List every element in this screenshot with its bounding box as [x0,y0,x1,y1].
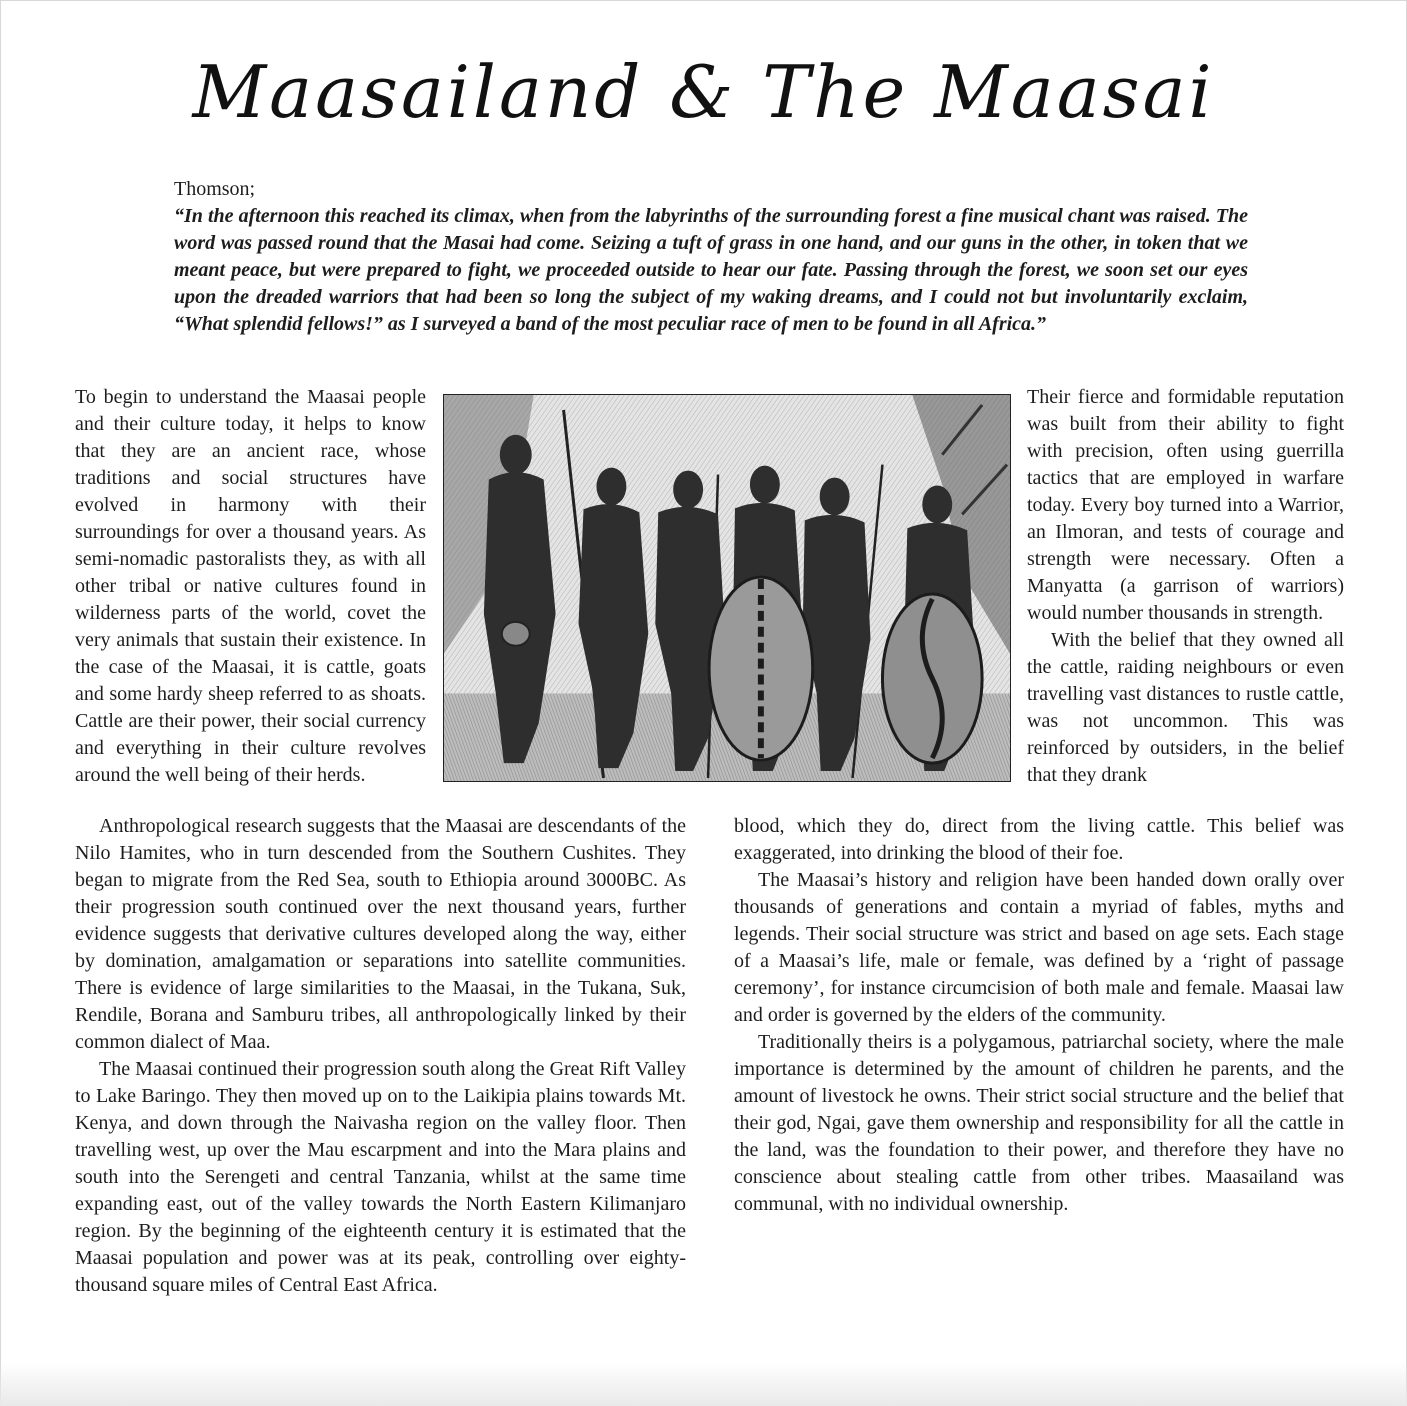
warriors-engraving-image [444,395,1010,781]
left-paragraph-3: The Maasai continued their progression south along the Great Rift Valley to Lake Baringo. They then moved up on to the Laikipia plains towards Mt. Kenya, and down through the Naivasha region on the valley floor. Then travelling west, up over the Mau escarpment and into the Mara plains and south into the Serengeti and central Tanzania, whilst at the same time expanding east, out of the valley towards the North Eastern Kilimanjaro region. By the beginning of the eighteenth century it is estimated that the Maasai population and power was at its peak, controlling over eighty-thousand square miles of Central East Africa. [75,1058,686,1296]
right-column-top [1027,384,1344,789]
maasai-warriors-illustration [443,394,1011,782]
intro-quote-block [174,176,1248,338]
left-paragraph-1: To begin to understand the Maasai people and their culture today, it helps to know that they are an ancient race, whose traditions and social structures have evolved in harmony with their surroundings for over a thousand years. As semi-nomadic pastoralists they, as with all other tribal or native cultures found in wilderness parts of the world, covet the very animals that sustain their existence. In the case of the Maasai, it is cattle, goats and some hardy sheep referred to as shoats. Cattle are their power, their social currency and everything in their culture revolves around the well being of their herds. [75,386,426,786]
right-paragraph-2-start: With the belief that they owned all the cattle, raiding neighbours or even travelling vast distances to rustle cattle, was not uncommon. This was reinforced by outsiders, in the belief that they drank [1027,629,1344,786]
page-title: Maasailand & The Maasai [192,50,1215,134]
left-paragraph-2: Anthropological research suggests that the Maasai are descendants of the Nilo Hamites, who in turn descended from the Southern Cushites. They began to migrate from the Red Sea, south to Ethiopia around 3000BC. As their progression south continued over the next thousand years, further evidence suggests that derivative cultures developed along the way, either by domination, amalgamation or separations into satellite communities. There is evidence of large similarities to the Maasai, in the Tukana, Suk, Rendile, Borana and Samburu tribes, all anthropologically linked by their common dialect of Maa. [75,815,686,1053]
quote-attribution: Thomson; [174,178,256,200]
left-column-top [75,384,426,789]
right-paragraph-3: The Maasai’s history and religion have been handed down orally over thousands of generations and contain a myriad of fables, myths and legends. Their social structure was strict and based on age sets. Each stage of a Maasai’s life, male or female, was defined by a ‘right of passage ceremony’, for instance circumcision of both male and female. Maasai law and order is governed by the elders of the community. [734,869,1344,1026]
right-paragraph-2-end: blood, which they do, direct from the living cattle. This belief was exaggerated, into drinking the blood of their foe. [734,815,1344,864]
thomson-quote: “In the afternoon this reached its climax, when from the labyrinths of the surrounding forest a fine musical chant was raised. The word was passed round that the Masai had come. Seizing a tuft of grass in one hand, and our guns in the other, in token that we meant peace, but were prepared to fight, we proceeded outside to hear our fate. Passing through the forest, we soon set our eyes upon the dreaded warriors that had been so long the subject of my waking dreams, and I could not but involuntarily exclaim, “What splendid fellows!” as I surveyed a band of the most peculiar race of men to be found in all Africa.” [174,205,1248,335]
right-paragraph-1: Their fierce and formidable reputation was built from their ability to fight with precision, often using guerrilla tactics that are employed in warfare today. Every boy turned into a Warrior, an Ilmoran, and tests of courage and strength were necessary. Often a Manyatta (a garrison of warriors) would number thousands in strength. [1027,386,1344,624]
left-column-bottom [75,813,686,1299]
right-column-bottom [734,813,1344,1218]
right-paragraph-4: Traditionally theirs is a polygamous, patriarchal society, where the male importance is determined by the amount of children he parents, and the amount of livestock he owns. Their strict social structure and the belief that their god, Ngai, gave them ownership and responsibility for all the cattle in the land, was the foundation to their power, and therefore they have no conscience about stealing cattle from other tribes. Maasailand was communal, with no individual ownership. [734,1031,1344,1215]
page-bottom-shadow [0,1362,1407,1406]
